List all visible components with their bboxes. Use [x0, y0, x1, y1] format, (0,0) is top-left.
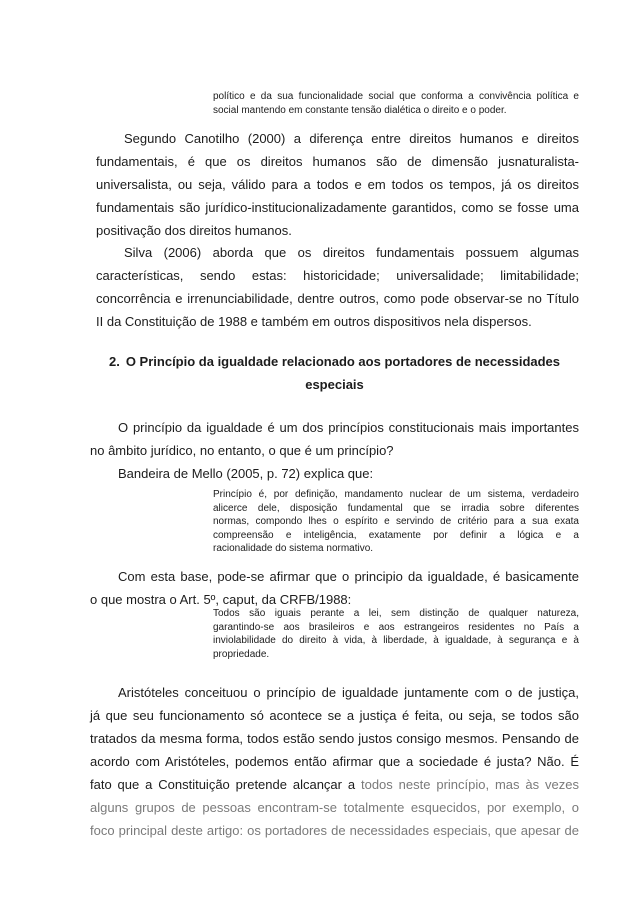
- quote-line: inviolabilidade do direito à vida, à liberdade, à igualdade, à segurança e à: [213, 635, 579, 646]
- quote-line: Todos são iguais perante a lei, sem distinção de qualquer natureza,: [213, 608, 579, 619]
- quote-line: social mantendo em constante tensão dialética o direito e o poder.: [213, 104, 507, 116]
- paragraph-line: já que seu funcionamento só acontece se a justiça é feita, ou seja, se todos são: [90, 708, 579, 723]
- quote-line: racionalidade do sistema normativo.: [213, 543, 374, 554]
- quote-line: garantindo-se aos brasileiros e aos estrangeiros residentes no País a: [213, 621, 579, 633]
- paragraph-line: Com esta base, pode-se afirmar que o principio da igualdade, é basicamente: [118, 569, 579, 584]
- paragraph-line: positivação dos direitos humanos.: [96, 223, 292, 238]
- paragraph-base: [90, 565, 579, 611]
- paragraph-line: II da Constituição de 1988 e também em outros dispositivos nela dispersos.: [96, 314, 532, 329]
- quote-line: normas, compondo lhes o espírito e servindo de critério para a sua exata: [213, 516, 579, 527]
- block-quote-top: [213, 90, 579, 117]
- paragraph-line: fundamentais são jurídico-institucionalizadamente garantidos, como se fosse uma: [96, 200, 579, 215]
- paragraph-line: concorrência e irrenunciabilidade, dentre outros, como pode observar-se no Título: [96, 291, 579, 306]
- faded-paragraph-line: alguns grupos de pessoas encontram-se totalmente esquecidos, por exemplo, o: [90, 800, 579, 815]
- block-quote-bandeira: [213, 488, 579, 556]
- paragraph-line: características, sendo estas: historicidade; universalidade; limitabilidade;: [96, 268, 579, 283]
- faded-paragraph-line: foco principal deste artigo: os portadores de necessidades especiais, que apesar de: [90, 823, 579, 838]
- section-number: 2.: [108, 354, 120, 369]
- quote-line: Princípio é, por definição, mandamento nuclear de um sistema, verdadeiro: [213, 489, 579, 500]
- paragraph-silva: [96, 241, 579, 333]
- paragraph-line: tratados da mesma forma, todos estão sendo justos consigo mesmos. Pensando de: [90, 731, 579, 746]
- quote-line: propriedade.: [213, 648, 270, 660]
- section-heading: [90, 350, 579, 396]
- paragraph-line: fundamentais, é que os direitos humanos são de dimensão jusnaturalista-: [96, 154, 579, 169]
- paragraph-line: [90, 773, 579, 796]
- quote-line: alicerce dele, disposição fundamental que se irradia sobre diferentes: [213, 502, 579, 514]
- section-title-line: especiais: [305, 377, 364, 392]
- quote-line: compreensão e inteligência, exatamente por definir a lógica e a: [213, 529, 579, 541]
- paragraph-line: Bandeira de Mello (2005, p. 72) explica que:: [118, 466, 374, 481]
- paragraph-principio: [90, 416, 579, 485]
- paragraph-line: o que mostra o Art. 5º, caput, da CRFB/1988:: [90, 592, 352, 607]
- quote-line: político e da sua funcionalidade social que conforma a convivência política e: [213, 91, 579, 102]
- faded-text-segment: todos neste princípio, mas às vezes: [360, 777, 579, 792]
- block-quote-art5: [213, 607, 579, 661]
- paragraph-line: Silva (2006) aborda que os direitos fundamentais possuem algumas: [124, 245, 579, 260]
- paragraph-line: Segundo Canotilho (2000) a diferença entre direitos humanos e direitos: [124, 131, 579, 146]
- paragraph-line: Aristóteles conceituou o princípio de igualdade juntamente com o de justiça,: [118, 685, 579, 700]
- paragraph-line: acordo com Aristóteles, podemos então afirmar que a sociedade é justa? Não. É: [90, 754, 579, 769]
- paragraph-aristoteles: [90, 681, 579, 842]
- paragraph-line: no âmbito jurídico, no entanto, o que é um princípio?: [90, 443, 394, 458]
- paragraph-line: O princípio da igualdade é um dos princípios constitucionais mais importantes: [118, 420, 579, 435]
- section-title-line: O Princípio da igualdade relacionado aos portadores de necessidades: [125, 354, 561, 369]
- text-segment: fato que a Constituição pretende alcançar a: [90, 777, 361, 792]
- paragraph-canotilho: [96, 127, 579, 242]
- paragraph-line: universalista, ou seja, válido para a todos e em todos os tempos, já os direitos: [96, 177, 579, 192]
